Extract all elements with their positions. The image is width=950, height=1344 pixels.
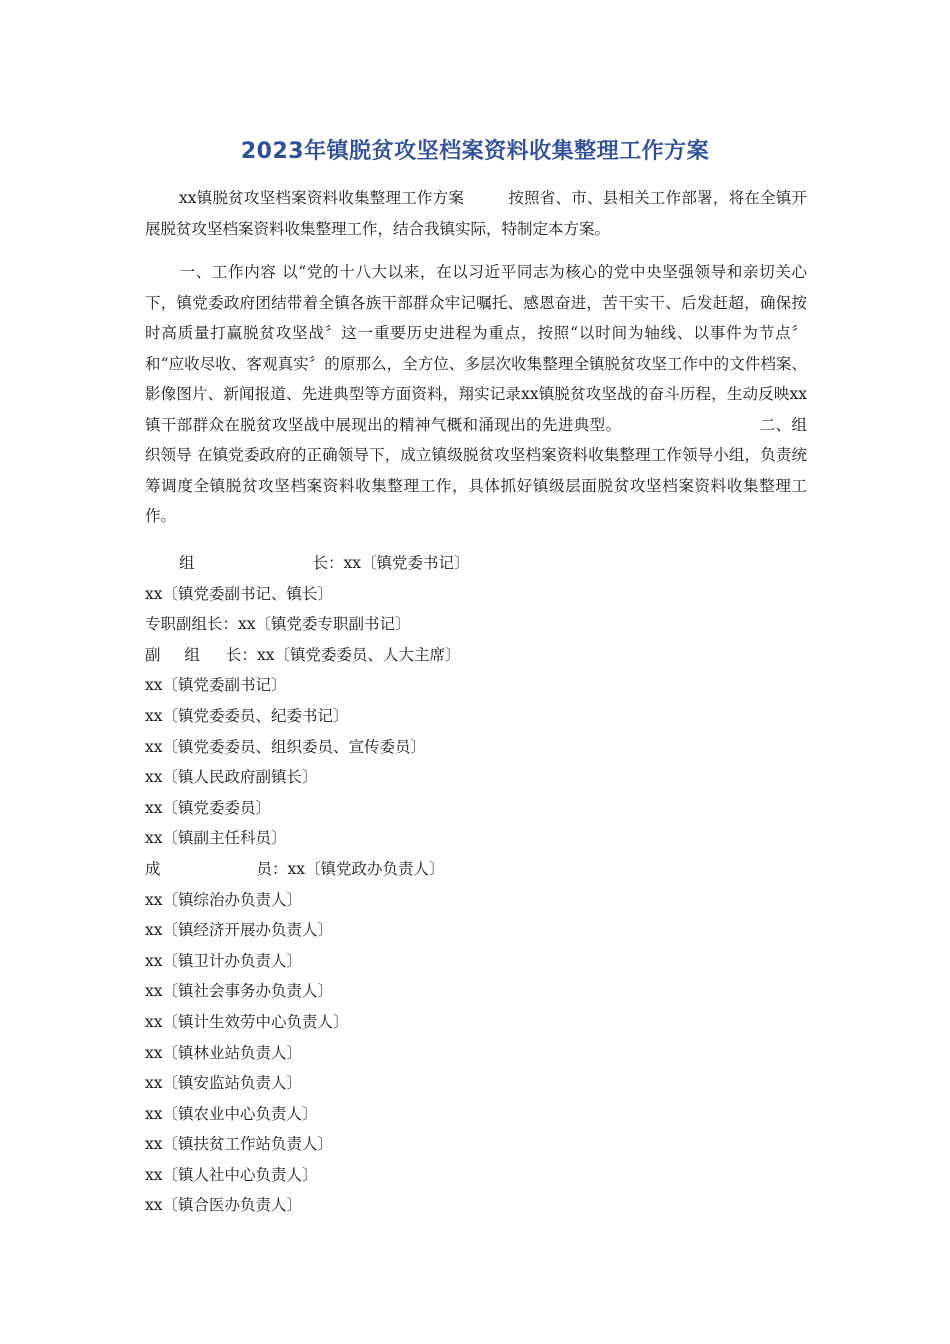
section-paragraph [145,257,807,532]
roster-line: xx〔镇党委委员、纪委书记〕 [145,706,349,725]
roster-member: xx〔镇林业站负责人〕 [145,1043,302,1062]
roster-label-part: 组 [184,645,201,664]
roster-line: xx〔镇党委委员、组织委员、宣传委员〕 [145,737,426,756]
roster-label-part: 组 [179,554,195,572]
roster-label-part: 员：xx〔镇党政办负责人〕 [256,859,445,878]
roster-label-part: 长：xx〔镇党委委员、人大主席〕 [226,645,461,664]
roster-member: xx〔镇人社中心负责人〕 [145,1165,318,1184]
roster-line: xx〔镇党委副书记、镇长〕 [145,584,333,603]
roster-line: xx〔镇副主任科员〕 [145,829,287,848]
roster-member: xx〔镇计生效劳中心负责人〕 [145,1012,349,1031]
roster-member: xx〔镇扶贫工作站负责人〕 [145,1135,333,1154]
roster-list [145,548,807,1221]
roster-member: xx〔镇安监站负责人〕 [145,1074,302,1093]
roster-leader [145,548,807,579]
roster-member: xx〔镇卫计办负责人〕 [145,951,302,970]
roster-label-part: 长：xx〔镇党委书记〕 [312,554,470,572]
roster-member: xx〔镇合医办负责人〕 [145,1196,302,1215]
intro-heading: xx镇脱贫攻坚档案资料收集整理工作方案 [179,189,465,207]
roster-line: xx〔镇党委委员〕 [145,798,271,817]
roster-label-part: 成 [145,859,161,878]
roster-vice-leader [145,640,807,671]
document-title: 2023年镇脱贫攻坚档案资料收集整理工作方案 [240,139,710,164]
roster-line: xx〔镇党委副书记〕 [145,676,287,695]
roster-line: 专职副组长：xx〔镇党委专职副书记〕 [145,615,411,634]
roster-label-part: 副 [145,645,161,664]
roster-members [145,854,807,885]
roster-member: xx〔镇社会事务办负责人〕 [145,982,333,1001]
section-work-content: 一、工作内容 以“党的十八大以来，在以习近平同志为核心的党中央坚强领导和亲切关心下，镇党委政府团结带着全镇各族干部群众牢记嘱托、感恩奋进，苦干实干、后发赶超，确保按时高质量打赢脱贫攻坚战〞这一重要历史进程为重点，按照“以时间为轴线、以事件为节点〞和“应收尽收、客观真实〞的原那么，全方位、多层次收集整理全镇脱贫攻坚工作中的文件档案、影像图片、新闻报道、先进典型等方面资料，翔实记录xx镇脱贫攻坚战的奋斗历程，生动反映xx镇干部群众在脱贫攻坚战中展现出的精神气概和涌现出的先进典型。 [145,263,807,434]
roster-member: xx〔镇经济开展办负责人〕 [145,921,333,940]
roster-member: xx〔镇农业中心负责人〕 [145,1104,318,1123]
section-organization: 二、组织领导 在镇党委政府的正确领导下，成立镇级脱贫攻坚档案资料收集整理工作领导小组，负责统筹调度全镇脱贫攻坚档案资料收集整理工作，具体抓好镇级层面脱贫攻坚档案资料收集整理工作。 [145,415,807,525]
roster-member: xx〔镇综治办负责人〕 [145,890,302,909]
intro-paragraph [145,183,807,244]
intro-body: 按照省、市、县相关工作部署，将在全镇开展脱贫攻坚档案资料收集整理工作，结合我镇实际，特制定本方案。 [145,189,807,238]
roster-line: xx〔镇人民政府副镇长〕 [145,768,318,787]
